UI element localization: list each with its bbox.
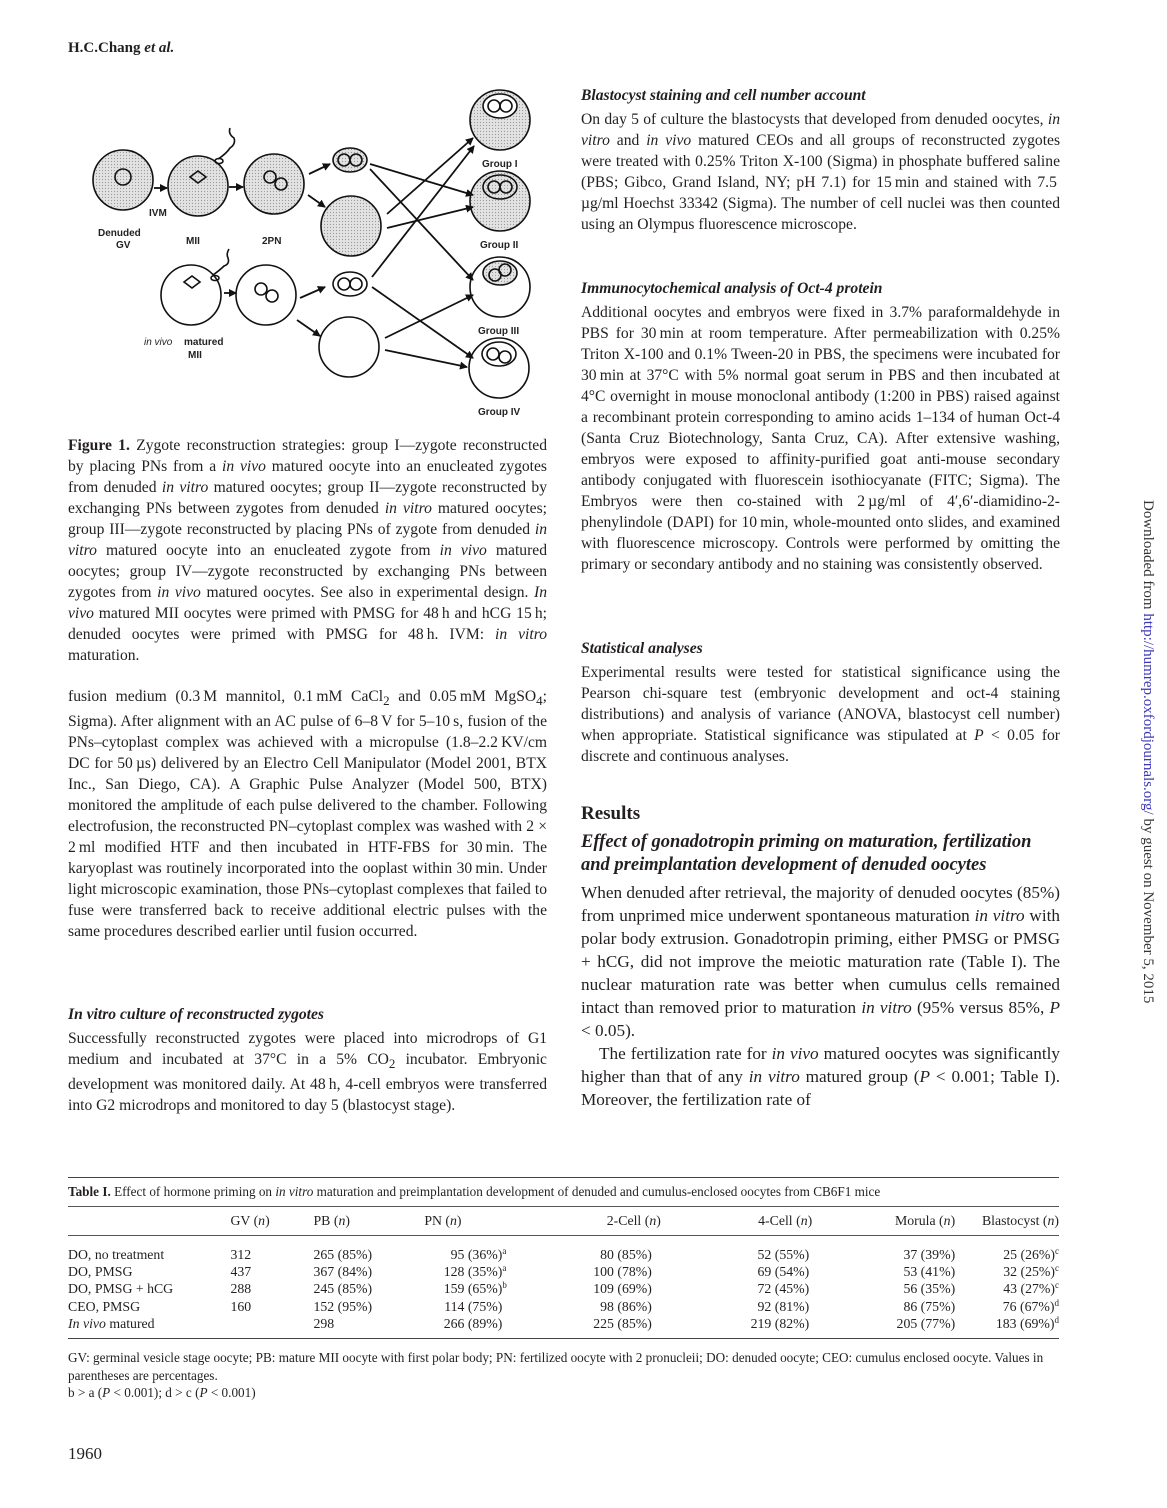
gv-label: GV — [116, 240, 131, 251]
text-run: < 0.05 for discrete and continuous analyses. — [581, 727, 1061, 765]
immuno-heading: Immunocytochemical analysis of Oct-4 protein — [581, 280, 883, 297]
header-4cell: 4-Cell (n) — [758, 1213, 813, 1228]
cell-blastocyst: 43 $(27\%)^c$ — [1003, 1280, 1059, 1297]
blastocyst-paragraph — [581, 109, 1060, 235]
row-label: CEO, PMSG — [68, 1298, 141, 1314]
fusion-paragraph — [68, 686, 547, 942]
table-notes — [68, 1349, 1059, 1402]
immuno-paragraph: Additional oocytes and embryos were fixed in 3.7% paraformaldehyde in PBS for 30 min at room temperature. After permeabilization with 0.25% Triton X-100 and 0.1% Tween-20 in PBS, the specimens were incubated for 30 min at 37°C with 5% normal goat serum in PBS and then incubated at 4°C overnight in mouse monoclonal antibody (1:200 in PBS) raised against a recombinant protein corresponding to amino acids 1–134 of human Oct-4 (Santa Cruz Biotechnology, Santa Cruz, CA). After extensive washing, embryos were exposed to affinity-purified goat anti-mouse secondary antibody conjugated with fluorescein isothiocyanate (FITC; Sigma). The Embryos were then co-stained with 2 µg/ml of 4′,6′-diamidino-2-phenylindole (DAPI) for 10 min, whole-mounted onto slides, and examined with fluorescence microscopy. Controls were performed by omitting the primary or secondary antibody and no staining was consistently observed. — [581, 304, 1060, 573]
results-subheading: Effect of gonadotropin priming on maturation, fertilization and preimplantation development of denuded oocytes — [581, 832, 1032, 875]
header-pn: PN (n) — [424, 1213, 462, 1228]
running-head — [68, 40, 174, 57]
denuded-label: Denuded — [98, 228, 141, 239]
cell-4cell: 72 (45%) — [757, 1281, 810, 1297]
table-1 — [68, 1177, 1059, 1402]
caption-text: maturation. — [68, 647, 140, 664]
page-number: 1960 — [68, 1444, 102, 1463]
text-run: The fertilization rate for — [599, 1044, 772, 1063]
caption-text: matured oocytes. See also in experimental design. — [200, 584, 534, 601]
text-run: On day 5 of culture the blastocysts that developed from denuded oocytes, — [581, 111, 1048, 128]
blastocyst-heading: Blastocyst staining and cell number account — [581, 87, 866, 104]
text-run: matured CEOs and all groups of reconstructed zygotes were treated with 0.25% Triton X-100 (Sigma) in phosphate buffered saline (PBS; Gibco, Grand Island, NY; pH 7.1) for 15 min and stained with 7.5 µg/ml Hoechst 33342 (Sigma). The number of cell nuclei was then counted using an Olympus fluorescence microscope. — [581, 132, 1061, 233]
caption-italic: in vivo — [222, 458, 266, 475]
figure-label: Figure 1. — [68, 437, 130, 454]
group-2-label: Group II — [480, 240, 519, 251]
text-run: and — [609, 132, 647, 149]
cell-gv — [230, 1315, 313, 1338]
culture-paragraph — [68, 1028, 547, 1116]
table-row — [68, 1280, 1059, 1297]
row-label: DO, PMSG — [68, 1264, 133, 1280]
table-abbreviations: GV: germinal vesicle stage oocyte; PB: mature MII oocyte with first polar body; PN: fertilized oocyte with 2 pronucleii; DO: denuded oocyte; CEO: cumulus enclosed oocyte. Values in parentheses are percentages. — [68, 1350, 1044, 1383]
cell-pn: 114 (75%) — [444, 1298, 503, 1314]
caption-text: matured oocyte into an enucleated zygote from — [96, 542, 440, 559]
subscript: 2 — [388, 1056, 396, 1072]
italic-run: in vitro — [974, 906, 1025, 925]
ivm-label: IVM — [149, 208, 167, 219]
text-run: When denuded after retrieval, the majority of denuded oocytes (85%) from unprimed mice underwent spontaneous maturation — [581, 883, 1060, 925]
text-run: Experimental results were tested for statistical significance using the Pearson chi-square test (embryonic development and oct-4 staining distributions) and analysis of variance (ANOVA, blastocyst cell number) when appropriate. Statistical significance was stipulated at — [581, 664, 1060, 744]
cell-morula: 37 (39%) — [903, 1247, 956, 1262]
text-run: and 0.05 mM MgSO — [389, 688, 537, 705]
text-run: fusion medium (0.3 M mannitol, 0.1 mM CaCl — [68, 688, 384, 705]
cell-2cell: 98 (86%) — [600, 1298, 652, 1314]
group-1-label: Group I — [482, 159, 518, 170]
table-header-row — [68, 1207, 1059, 1236]
cell-4cell: 92 (81%) — [757, 1298, 810, 1314]
cell-blastocyst: 25 $(26\%)^c$ — [1003, 1246, 1059, 1262]
culture-heading: In vitro culture of reconstructed zygotes — [68, 1006, 324, 1023]
italic-run: in vivo — [771, 1044, 819, 1063]
cell-morula: 205 (77%) — [896, 1315, 956, 1331]
mii-label: MII — [186, 236, 200, 247]
table-row — [68, 1298, 1059, 1315]
results-paragraph-2 — [581, 1042, 1060, 1111]
text-run: (95% versus 85%, — [911, 998, 1050, 1017]
cell-pb: 298 — [313, 1315, 335, 1331]
subscript: 4 — [536, 693, 543, 709]
stats-paragraph — [581, 662, 1060, 767]
zygote-reconstruction-diagram — [68, 82, 548, 427]
culture-section — [68, 1005, 547, 1116]
cell-4cell: 52 (55%) — [757, 1247, 810, 1262]
caption-text: matured MII oocytes were primed with PMSG for 48 h and hCG 15 h; denuded oocytes were primed with PMSG for 48 h. IVM: — [68, 605, 547, 643]
results-section — [581, 803, 1060, 825]
cytoplast-2 — [319, 317, 379, 377]
2pn-zygote — [244, 154, 304, 214]
2pn-label: 2PN — [262, 236, 282, 247]
immuno-section — [581, 279, 1060, 575]
cell-blastocyst: 183 $(69\%)^d$ — [995, 1314, 1059, 1331]
header-pb: PB (n) — [313, 1213, 350, 1228]
cell-2cell: 225 (85%) — [593, 1315, 652, 1331]
cell-pn: 128 $(35\%)^a$ — [443, 1263, 507, 1280]
text-run: maturation and preimplantation development of denuded and cumulus-enclosed oocytes from CB6F1 mice — [313, 1184, 881, 1199]
table-label: Table I. — [68, 1184, 111, 1199]
table-1-grid — [68, 1207, 1059, 1338]
cell-gv: 437 — [230, 1264, 252, 1280]
cell-2cell: 80 (85%) — [600, 1247, 652, 1262]
table-significance: b > a (P < 0.001); d > c (P < 0.001) — [68, 1385, 256, 1401]
results-heading: Results — [581, 803, 641, 824]
cytoplast-1 — [321, 196, 381, 256]
results-subsection — [581, 831, 1060, 1111]
matured-label: matured — [184, 337, 224, 348]
header-morula: Morula (n) — [894, 1213, 956, 1228]
in-vivo-label: in vivo — [144, 337, 173, 348]
cell-pn: 159 $(65\%)^b$ — [443, 1280, 507, 1297]
cell-gv: 312 — [230, 1247, 252, 1262]
italic-run: in vitro — [275, 1184, 314, 1199]
figure-1-caption — [68, 435, 547, 666]
caption-italic: in vivo — [157, 584, 201, 601]
italic-run: P — [1049, 998, 1060, 1017]
text-run: < 0.05). — [581, 1021, 636, 1040]
figure-1 — [68, 82, 548, 427]
in-vivo-mii-oocyte — [161, 265, 221, 325]
journal-link[interactable]: http://humrep.oxfordjournals.org/ — [1140, 613, 1156, 815]
caption-italic: In vivo — [68, 584, 547, 622]
caption-text: matured oocytes; group II—zygote reconstructed by exchanging PNs between zygotes from denuded — [68, 479, 548, 517]
blastocyst-section — [581, 86, 1060, 235]
table-row — [68, 1315, 1059, 1338]
header-2cell: 2-Cell (n) — [606, 1213, 661, 1228]
caption-italic: in vitro — [384, 500, 432, 517]
group-4-label: Group IV — [478, 407, 521, 418]
caption-italic: in vitro — [161, 479, 209, 496]
subscript: 2 — [383, 693, 390, 709]
cell-2cell: 100 (78%) — [593, 1264, 652, 1280]
table-bottom-rule — [68, 1338, 1059, 1339]
cell-pb: 367 (84%) — [313, 1264, 373, 1280]
header-blank — [68, 1207, 230, 1236]
caption-text: matured oocytes; group III—zygote reconstructed by placing PNs of zygote from denuded — [68, 500, 548, 538]
caption-text: Zygote reconstruction strategies: group I—zygote reconstructed by placing PNs from a — [68, 437, 547, 475]
group-3-label: Group III — [478, 326, 520, 337]
cell-pn: 95 $(36\%)^a$ — [450, 1246, 507, 1262]
cell-blastocyst: 76 $(67\%)^d$ — [1002, 1297, 1059, 1314]
text-run: matured oocytes was significantly higher than that of any — [581, 1044, 1060, 1086]
cell-gv: 160 — [230, 1298, 252, 1314]
download-side-note — [1126, 500, 1156, 1020]
table-row — [68, 1236, 1059, 1264]
cell-morula: 53 (41%) — [903, 1264, 956, 1280]
header-gv: GV (n) — [230, 1213, 270, 1228]
side-note-suffix: by guest on November 5, 2015 — [1140, 814, 1156, 1004]
header-blastocyst: Blastocyst (n) — [981, 1213, 1059, 1228]
cell-pb: 265 (85%) — [313, 1247, 373, 1262]
text-run: < 0.001; Table I). Moreover, the fertilization rate of — [581, 1067, 1060, 1109]
italic-run: in vitro — [748, 1067, 800, 1086]
cell-pb: 152 (95%) — [313, 1298, 373, 1314]
text-run: matured group ( — [799, 1067, 920, 1086]
table-row — [68, 1263, 1059, 1280]
denuded-gv-oocyte — [93, 150, 153, 210]
caption-italic: in vitro — [495, 626, 547, 643]
text-run: Successfully reconstructed zygotes were placed into microdrops of G1 medium and incubated at 37°C in a 5% CO — [68, 1030, 547, 1068]
italic-run: P — [919, 1067, 931, 1086]
text-run: ; Sigma). After alignment with an AC pulse of 6–8 V for 5–10 s, fusion of the PNs–cytoplast complex was achieved with a micropulse (1.8–2.2 KV/cm DC for 50 µs) delivered by an Electro Cell Manipulator (Model 2001, BTX Inc., San Diego, CA). A Graphic Pulse Analyzer (Model 500, BTX) monitored the amplitude of each pulse delivered to the chamber. Following electrofusion, the reconstructed PN–cytoplast complex was washed with 2 × 2 ml modified HTF and then incubated in HTF-FBS for 30 min. The karyoplast was routinely incorporated into the ooplast within 30 min. Under light microscopic examination, those PNs–cytoplast complexes that failed to fuse were transferred back to receive additional electric pulses with the same procedures described earlier until fusion occurred. — [68, 688, 547, 941]
row-label: DO, PMSG + hCG — [68, 1281, 174, 1297]
cell-2cell: 109 (69%) — [593, 1281, 652, 1297]
cell-morula: 86 (75%) — [903, 1298, 956, 1314]
italic-run: in vitro — [581, 111, 1060, 149]
mii2-label: MII — [188, 350, 202, 361]
italic-run: in vitro — [861, 998, 912, 1017]
fusion-paragraph-block — [68, 686, 547, 942]
results-paragraph-1 — [581, 881, 1060, 1042]
text-run: with polar body extrusion. Gonadotropin priming, either PMSG or PMSG + hCG, did not improve the meiotic maturation rate (Table I). The nuclear maturation rate was better when cumulus cells remained intact than removed prior to maturation — [581, 906, 1060, 1017]
cell-blastocyst: 32 $(25\%)^c$ — [1003, 1263, 1059, 1280]
table-title — [68, 1178, 1059, 1206]
mii-oocyte — [168, 156, 228, 216]
italic-run: in vivo — [646, 132, 692, 149]
running-head-etal: et al. — [144, 40, 175, 56]
text-run: incubator. Embryonic development was monitored daily. At 48 h, 4-cell embryos were transferred into G2 microdrops and monitored to day 5 (blastocyst stage). — [68, 1051, 547, 1115]
stats-section — [581, 639, 1060, 767]
cell-pb: 245 (85%) — [313, 1281, 373, 1297]
caption-text: matured oocytes; group IV—zygote reconstructed by exchanging PNs between zygotes from — [68, 542, 547, 601]
row-label: In vivo matured — [68, 1315, 155, 1331]
caption-italic: in vitro — [68, 521, 547, 559]
cell-morula: 56 (35%) — [903, 1281, 956, 1297]
caption-text: matured oocyte into an enucleated zygotes from denuded — [68, 458, 547, 496]
row-label: DO, no treatment — [68, 1247, 165, 1262]
text-run: Effect of hormone priming on — [110, 1184, 276, 1199]
italic-run: P — [974, 727, 984, 744]
cell-4cell: 219 (82%) — [750, 1315, 810, 1331]
side-note-prefix: Downloaded from — [1140, 500, 1156, 614]
stats-heading: Statistical analyses — [581, 640, 703, 657]
cell-gv: 288 — [230, 1281, 252, 1297]
running-head-authors: H.C.Chang — [68, 40, 141, 56]
cell-4cell: 69 (54%) — [757, 1264, 810, 1280]
caption-italic: in vivo — [439, 542, 487, 559]
cell-pn: 266 (89%) — [443, 1315, 503, 1331]
